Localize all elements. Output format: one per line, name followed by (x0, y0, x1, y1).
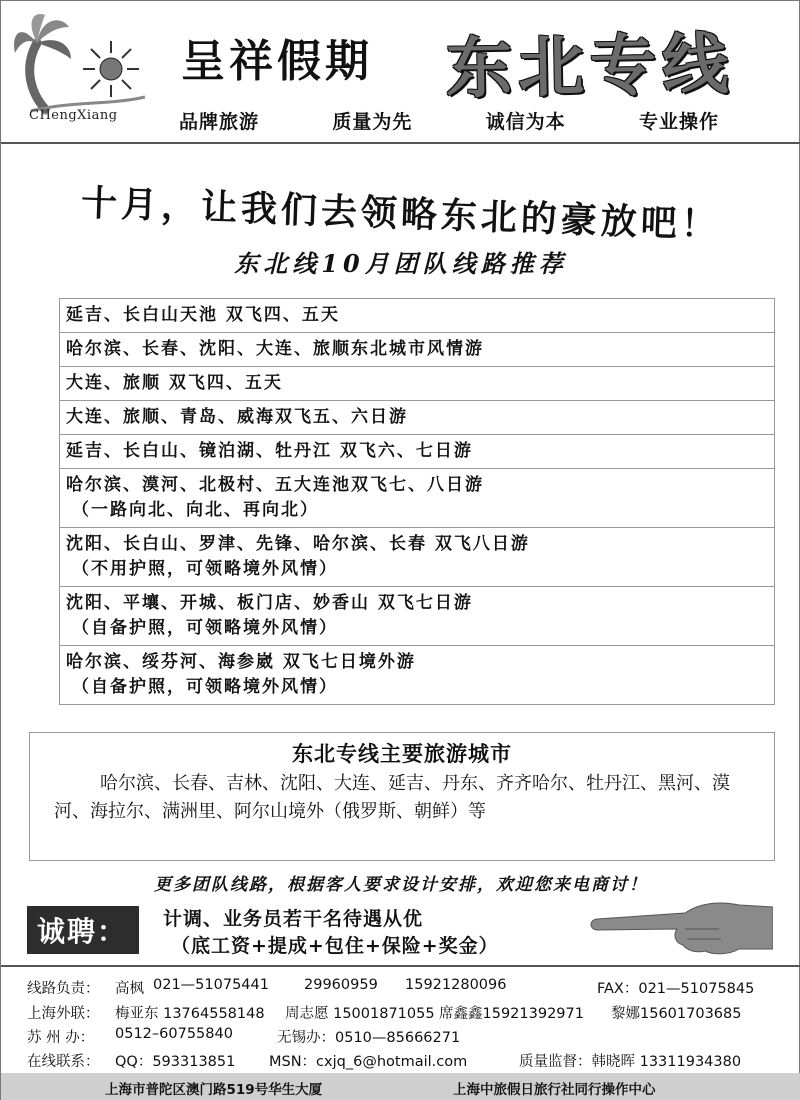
route-item (60, 299, 774, 333)
slogan-4: 专业操作 (638, 111, 719, 133)
route-item (60, 469, 774, 528)
hiring-benefits: （底工资+提成+包住+保险+奖金） (171, 935, 499, 957)
hiring-positions: 计调、业务员若干名待遇从优 (163, 908, 424, 930)
phone: 15921280096 (405, 977, 507, 993)
route-main: 大连、旅顺 双飞四、五天 (66, 373, 283, 393)
contact-person: 梅亚东 13764558148 (115, 1006, 265, 1022)
footer-bar (1, 1073, 800, 1100)
hiring-badge: 诚聘： (27, 906, 139, 954)
route-main: 沈阳、平壤、开城、板门店、妙香山 双飞七日游 (66, 593, 473, 613)
route-main: 哈尔滨、绥芬河、海参崴 双飞七日境外游 (66, 652, 416, 672)
cities-title: 东北专线主要旅游城市 (292, 742, 512, 766)
pointing-hand-icon (589, 899, 773, 957)
contact-name: 高枫 (115, 981, 144, 997)
slogan-2: 质量为先 (332, 111, 413, 133)
tagline: 更多团队线路，根据客人要求设计安排，欢迎您来电商讨！ (154, 875, 648, 895)
phone: 29960959 (304, 977, 378, 993)
route-item (60, 435, 774, 469)
main-cities-box (29, 732, 775, 861)
wuxi-phone: 无锡办：0510—85666271 (277, 1030, 461, 1046)
contact-person: 周志愿 15001871055 (285, 1006, 435, 1022)
contact-label: 线路负责： (27, 981, 100, 997)
msn: MSN：cxjq_6@hotmail.com (269, 1054, 468, 1070)
routes-table (59, 298, 775, 705)
subheadline: 东北线10月团队线路推荐 (234, 249, 568, 278)
route-main: 哈尔滨、漠河、北极村、五大连池双飞七、八日游 (66, 475, 484, 495)
route-main: 哈尔滨、长春、沈阳、大连、旅顺东北城市风情游 (66, 339, 484, 359)
route-item (60, 528, 774, 587)
brand-name: 呈祥假期 (181, 36, 373, 87)
route-main: 延吉、长白山天池 双飞四、五天 (66, 305, 340, 325)
footer-address: 上海市普陀区澳门路519号华生大厦 (105, 1082, 323, 1098)
logo-text: CHengXiang (29, 108, 118, 123)
route-note: （自备护照，可领略境外风情） (72, 677, 338, 697)
contact-label: 苏 州 办： (27, 1030, 95, 1046)
contact-person: 席鑫鑫15921392971 (439, 1006, 584, 1022)
headline: 十月，让我们去领略东北的豪放吧！ (80, 182, 722, 247)
special-line-title: 东北专线 (445, 24, 735, 108)
contacts-section (1, 965, 800, 1073)
phone: 021—51075441 (153, 977, 269, 993)
route-item (60, 367, 774, 401)
contact-person: 黎娜15601703685 (611, 1006, 742, 1022)
route-item (60, 333, 774, 367)
route-item (60, 646, 774, 704)
route-main: 沈阳、长白山、罗津、先锋、哈尔滨、长春 双飞八日游 (66, 534, 530, 554)
suzhou-phone: 0512–60755840 (115, 1026, 233, 1042)
palm-sun-logo-icon (11, 13, 151, 113)
contact-label: 上海外联： (27, 1006, 100, 1022)
header (1, 1, 800, 144)
slogan-row (179, 107, 719, 134)
route-note: （自备护照，可领略境外风情） (72, 618, 338, 638)
cities-list: 哈尔滨、长春、吉林、沈阳、大连、延吉、丹东、齐齐哈尔、牡丹江、黑河、漠河、海拉尔、满洲里、阿尔山境外（俄罗斯、朝鲜）等 (54, 773, 730, 822)
slogan-1: 品牌旅游 (179, 111, 260, 133)
contact-label: 在线联系： (27, 1054, 100, 1070)
route-note: （一路向北、向北、再向北） (72, 500, 319, 520)
route-main: 延吉、长白山、镜泊湖、牡丹江 双飞六、七日游 (66, 441, 473, 461)
route-main: 大连、旅顺、青岛、威海双飞五、六日游 (66, 407, 408, 427)
route-item (60, 587, 774, 646)
route-note: （不用护照，可领略境外风情） (72, 559, 338, 579)
quality-supervisor: 质量监督：韩晓晖 13311934380 (519, 1054, 742, 1070)
fax: FAX：021—51075845 (597, 981, 755, 997)
footer-company: 上海中旅假日旅行社同行操作中心 (453, 1082, 656, 1098)
route-item (60, 401, 774, 435)
qq: QQ：593313851 (115, 1054, 236, 1070)
slogan-3: 诚信为本 (485, 111, 566, 133)
